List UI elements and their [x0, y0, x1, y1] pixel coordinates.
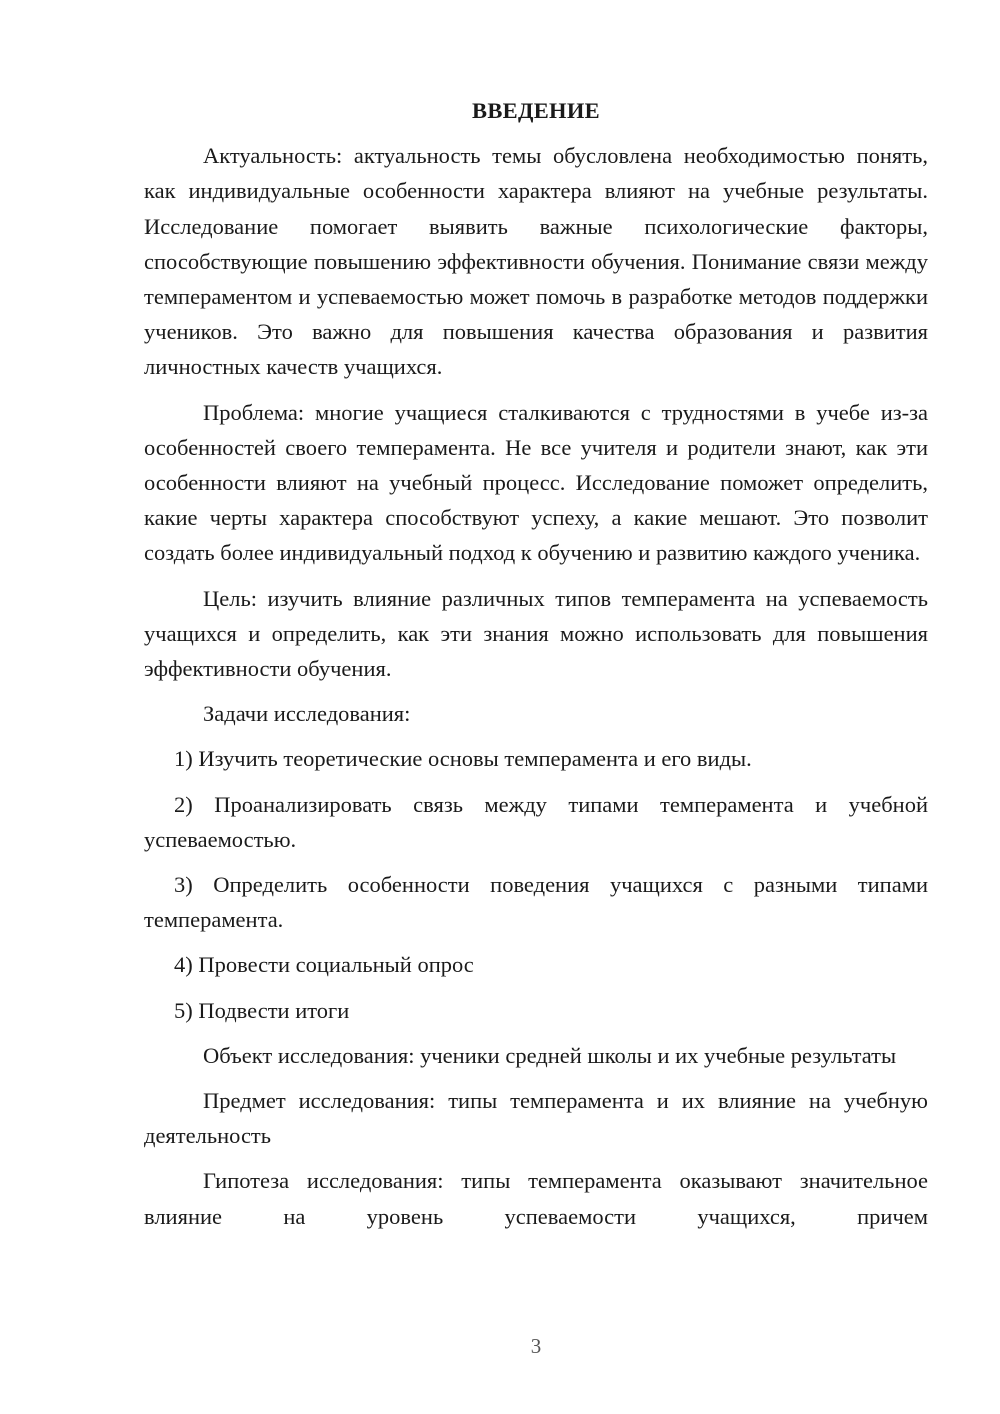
- section-title: ВВЕДЕНИЕ: [472, 98, 600, 123]
- page-number: 3: [530, 1334, 542, 1358]
- task-item-2: 2) Проанализировать связь между типами темперамента и учебной успеваемостью.: [144, 791, 928, 852]
- paragraph-hypothesis: Гипотеза исследования: типы темперамента оказывают значительное влияние на уровень успеваемости учащихся, причем: [144, 1168, 928, 1229]
- paragraph-subject: Предмет исследования: типы темперамента и их влияние на учебную деятельность: [144, 1088, 928, 1149]
- task-item-5: 5) Подвести итоги: [174, 997, 350, 1023]
- tasks-heading: Задачи исследования:: [203, 701, 411, 727]
- paragraph-goal: Цель: изучить влияние различных типов темперамента на успеваемость учащихся и определить, как эти знания можно использовать для повышения эффективности обучения.: [144, 585, 928, 682]
- task-item-1: 1) Изучить теоретические основы темперамента и его виды.: [174, 746, 752, 772]
- paragraph-problem: Проблема: многие учащиеся сталкиваются с трудностями в учебе из-за особенностей своего темперамента. Не все учителя и родители знают, как эти особенности влияют на учебный процесс. Исследование поможет определить, какие черты характера способствуют успеху, а какие мешают. Это позволит создать более индивидуальный подход к обучению и развитию каждого ученика.: [144, 399, 928, 566]
- page-content: [144, 93, 928, 1244]
- paragraph-object: Объект исследования: ученики средней школы и их учебные результаты: [203, 1042, 897, 1068]
- task-item-4: 4) Провести социальный опрос: [174, 952, 474, 978]
- task-item-3: 3) Определить особенности поведения учащихся с разными типами темперамента.: [144, 872, 928, 933]
- paragraph-relevance: Актуальность: актуальность темы обусловлена необходимостью понять, как индивидуальные особенности характера влияют на учебные результаты. Исследование помогает выявить важные психологические факторы, способствующие повышению эффективности обучения. Понимание связи между темпераментом и успеваемостью может помочь в разработке методов поддержки учеников. Это важно для повышения качества образования и развития личностных качеств учащихся.: [144, 143, 928, 380]
